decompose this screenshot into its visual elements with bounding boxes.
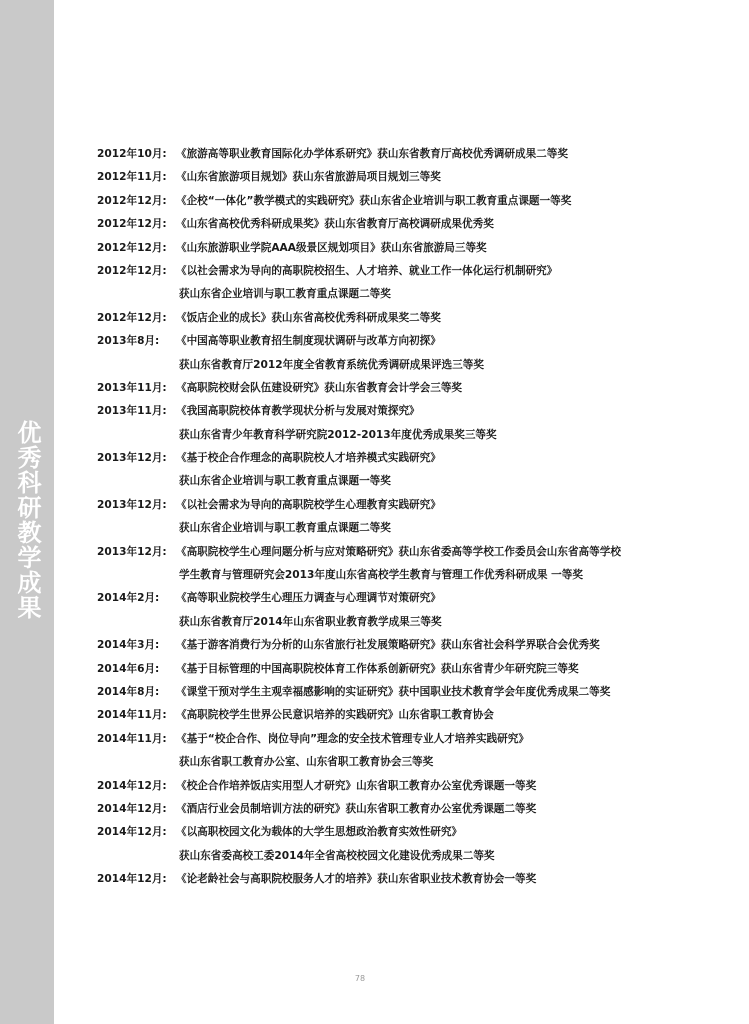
entry-date: 2013年12月: <box>97 498 167 511</box>
list-item <box>97 193 737 216</box>
entry-row <box>97 497 737 520</box>
achievement-list <box>97 146 737 895</box>
entry-text: 获山东省教育厅2012年度全省教育系统优秀调研成果评选三等奖 <box>179 358 484 371</box>
entry-continuation-row <box>97 520 737 543</box>
entry-date: 2014年12月: <box>97 779 167 792</box>
section-title: 优秀科研教学成果 <box>13 420 42 620</box>
entry-text: 《企校“一体化”教学模式的实践研究》获山东省企业培训与职工教育重点课题一等奖 <box>176 194 572 207</box>
entry-row <box>97 661 737 684</box>
entry-row <box>97 216 737 239</box>
entry-text: 《旅游高等职业教育国际化办学体系研究》获山东省教育厅高校优秀调研成果二等奖 <box>176 148 568 160</box>
list-item <box>97 263 737 310</box>
entry-text: 《高职院校财会队伍建设研究》获山东省教育会计学会三等奖 <box>176 381 463 394</box>
entry-text: 《论老龄社会与高职院校服务人才的培养》获山东省职业技术教育协会一等奖 <box>176 873 537 886</box>
entry-date: 2014年11月: <box>97 709 167 722</box>
entry-row <box>97 333 737 356</box>
list-item <box>97 240 737 263</box>
entry-row <box>97 731 737 754</box>
entry-text: 《中国高等职业教育招生制度现状调研与改革方向初探》 <box>176 335 441 348</box>
entry-text: 《基于“校企合作、岗位导向”理念的安全技术管理专业人才培养实践研究》 <box>176 732 529 745</box>
entry-date: 2013年11月: <box>97 405 167 418</box>
entry-text: 《高职院校学生世界公民意识培养的实践研究》山东省职工教育协会 <box>176 709 494 722</box>
entry-date: 2014年12月: <box>97 802 167 815</box>
list-item <box>97 450 737 497</box>
entry-continuation-row <box>97 567 737 590</box>
entry-row <box>97 450 737 473</box>
entry-row <box>97 590 737 613</box>
list-item <box>97 871 737 894</box>
page-number: 78 <box>354 974 366 983</box>
entry-date: 2012年12月: <box>97 311 167 324</box>
entry-row <box>97 380 737 403</box>
list-item <box>97 684 737 707</box>
sidebar <box>0 0 54 1024</box>
entry-row <box>97 871 737 894</box>
list-item <box>97 707 737 730</box>
entry-date: 2014年2月: <box>97 592 160 605</box>
entry-continuation-row <box>97 754 737 777</box>
entry-text: 《我国高职院校体育教学现状分析与发展对策探究》 <box>176 405 420 418</box>
entry-date: 2012年11月: <box>97 171 167 184</box>
entry-row <box>97 778 737 801</box>
entry-text: 《山东省高校优秀科研成果奖》获山东省教育厅高校调研成果优秀奖 <box>176 218 494 231</box>
entry-date: 2012年12月: <box>97 241 167 254</box>
entry-text: 《以社会需求为导向的高职院校招生、人才培养、就业工作一体化运行机制研究》 <box>176 264 558 277</box>
entry-continuation-row <box>97 286 737 309</box>
entry-text: 《基于目标管理的中国高职院校体育工作体系创新研究》获山东省青少年研究院三等奖 <box>176 662 579 675</box>
list-item <box>97 216 737 239</box>
entry-date: 2013年12月: <box>97 545 167 558</box>
entry-text: 《以高职校园文化为载体的大学生思想政治教育实效性研究》 <box>176 826 463 839</box>
entry-text: 《山东旅游职业学院AAA级景区规划项目》获山东省旅游局三等奖 <box>176 241 487 254</box>
entry-row <box>97 403 737 426</box>
entry-row <box>97 637 737 660</box>
entry-date: 2013年11月: <box>97 381 167 394</box>
list-item <box>97 333 737 380</box>
list-item <box>97 637 737 660</box>
entry-row <box>97 310 737 333</box>
entry-row <box>97 544 737 567</box>
entry-date: 2012年12月: <box>97 194 167 207</box>
list-item <box>97 661 737 684</box>
entry-row <box>97 240 737 263</box>
list-item <box>97 403 737 450</box>
entry-row <box>97 169 737 192</box>
entry-date: 2013年8月: <box>97 335 160 348</box>
entry-text: 《饭店企业的成长》获山东省高校优秀科研成果奖二等奖 <box>176 311 441 324</box>
entry-text: 《高职院校学生心理问题分析与应对策略研究》获山东省委高等学校工作委员会山东省高等学校 <box>176 545 621 558</box>
list-item <box>97 731 737 778</box>
entry-row <box>97 707 737 730</box>
entry-text: 《课堂干预对学生主观幸福感影响的实证研究》获中国职业技术教育学会年度优秀成果二等奖 <box>176 685 611 698</box>
entry-date: 2014年12月: <box>97 873 167 886</box>
entry-text: 《山东省旅游项目规划》获山东省旅游局项目规划三等奖 <box>176 171 441 184</box>
entry-text: 《高等职业院校学生心理压力调查与心理调节对策研究》 <box>176 592 441 605</box>
entry-text: 《基于游客消费行为分析的山东省旅行社发展策略研究》获山东省社会科学界联合会优秀奖 <box>176 639 600 652</box>
entry-continuation-row <box>97 427 737 450</box>
entry-text: 学生教育与管理研究会2013年度山东省高校学生教育与管理工作优秀科研成果 一等奖 <box>179 569 583 582</box>
entry-continuation-row <box>97 357 737 380</box>
entry-date: 2014年12月: <box>97 826 167 839</box>
list-item <box>97 497 737 544</box>
list-item <box>97 824 737 871</box>
entry-continuation-row <box>97 473 737 496</box>
entry-text: 《基于校企合作理念的高职院校人才培养模式实践研究》 <box>176 452 441 465</box>
entry-row <box>97 263 737 286</box>
entry-text: 获山东省职工教育办公室、山东省职工教育协会三等奖 <box>179 756 434 769</box>
list-item <box>97 590 737 637</box>
list-item <box>97 801 737 824</box>
entry-row <box>97 193 737 216</box>
entry-row <box>97 684 737 707</box>
entry-date: 2014年6月: <box>97 662 160 675</box>
entry-continuation-row <box>97 614 737 637</box>
entry-text: 获山东省青少年教育科学研究院2012-2013年度优秀成果奖三等奖 <box>179 428 497 441</box>
entry-text: 《以社会需求为导向的高职院校学生心理教育实践研究》 <box>176 498 441 511</box>
entry-text: 《酒店行业会员制培训方法的研究》获山东省职工教育办公室优秀课题二等奖 <box>176 802 537 815</box>
entry-date: 2014年11月: <box>97 732 167 745</box>
entry-row <box>97 801 737 824</box>
list-item <box>97 544 737 591</box>
list-item <box>97 778 737 801</box>
entry-date: 2012年10月: <box>97 148 167 160</box>
entry-continuation-row <box>97 848 737 871</box>
entry-text: 获山东省企业培训与职工教育重点课题二等奖 <box>179 288 391 301</box>
entry-date: 2014年3月: <box>97 639 160 652</box>
entry-date: 2013年12月: <box>97 452 167 465</box>
list-item <box>97 380 737 403</box>
entry-text: 获山东省企业培训与职工教育重点课题二等奖 <box>179 522 391 535</box>
list-item <box>97 146 737 169</box>
entry-date: 2014年8月: <box>97 685 160 698</box>
entry-text: 获山东省教育厅2014年山东省职业教育教学成果三等奖 <box>179 615 442 628</box>
entry-row <box>97 824 737 847</box>
entry-date: 2012年12月: <box>97 264 167 277</box>
entry-text: 获山东省委高校工委2014年全省高校校园文化建设优秀成果二等奖 <box>179 849 495 862</box>
list-item <box>97 310 737 333</box>
list-item <box>97 169 737 192</box>
entry-row <box>97 146 737 169</box>
entry-text: 获山东省企业培训与职工教育重点课题一等奖 <box>179 475 391 488</box>
entry-date: 2012年12月: <box>97 218 167 231</box>
entry-text: 《校企合作培养饭店实用型人才研究》山东省职工教育办公室优秀课题一等奖 <box>176 779 537 792</box>
